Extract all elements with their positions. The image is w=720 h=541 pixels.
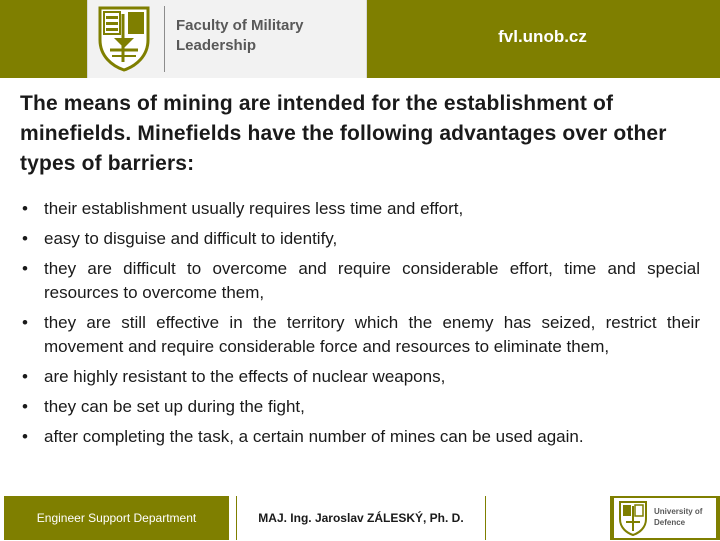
list-item <box>20 227 700 251</box>
bullet-dot: • <box>22 259 28 278</box>
faculty-crest-icon <box>96 4 152 72</box>
bullet-dot: • <box>22 397 28 416</box>
university-logo-panel <box>614 498 716 538</box>
faculty-name: Faculty of Military Leadership <box>176 17 304 54</box>
university-crest-icon <box>618 500 648 536</box>
list-item <box>20 425 700 449</box>
advantages-list <box>20 197 700 455</box>
list-item-text: easy to disguise and difficult to identify, <box>44 229 338 248</box>
logo-divider <box>164 6 165 72</box>
slide-heading: The means of mining are intended for the establishment of minefields. Minefields have the following advantages over other types of barriers: <box>20 92 667 175</box>
list-item <box>20 311 700 359</box>
university-name: University of Defence <box>654 507 703 527</box>
list-item <box>20 395 700 419</box>
list-item-text: are highly resistant to the effects of nuclear weapons, <box>44 367 446 386</box>
footer <box>0 496 720 540</box>
bullet-dot: • <box>22 313 28 332</box>
list-item <box>20 257 700 305</box>
faculty-logo <box>87 0 367 78</box>
site-url[interactable]: fvl.unob.cz <box>498 27 587 46</box>
bullet-dot: • <box>22 199 28 218</box>
footer-author: MAJ. Ing. Jaroslav ZÁLESKÝ, Ph. D. <box>236 496 486 540</box>
bullet-dot: • <box>22 367 28 386</box>
list-item-text: they can be set up during the fight, <box>44 397 305 416</box>
list-item-text: after completing the task, a certain number of mines can be used again. <box>44 427 584 446</box>
list-item <box>20 365 700 389</box>
list-item-text: they are still effective in the territory which the enemy has seized, restrict their movement and require considerable force and resources to eliminate them, <box>44 313 700 356</box>
list-item-text: they are difficult to overcome and require considerable effort, time and special resources to overcome them, <box>44 259 700 302</box>
bullet-dot: • <box>22 427 28 446</box>
list-item-text: their establishment usually requires less time and effort, <box>44 199 464 218</box>
bullet-dot: • <box>22 229 28 248</box>
footer-department: Engineer Support Department <box>4 496 229 540</box>
list-item <box>20 197 700 221</box>
university-logo <box>610 496 720 540</box>
